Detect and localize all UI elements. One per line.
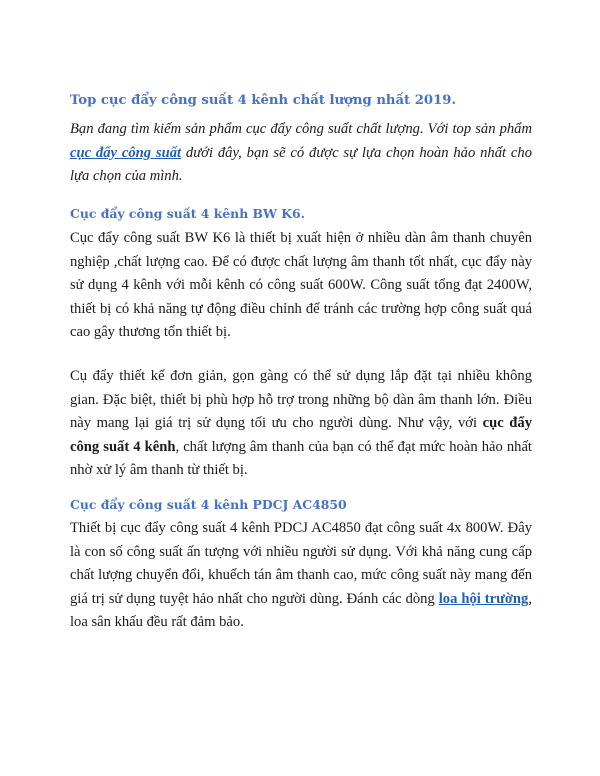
article-title: Top cục đẩy công suất 4 kênh chất lượng nhất 2019. (70, 93, 457, 108)
loa-hoi-truong-link[interactable]: loa hội trường (438, 590, 529, 607)
bw-k6-p2-bold: cục đẩy công suất 4 kênh (70, 415, 532, 455)
intro-text-before: Bạn đang tìm kiếm sản phẩm cục đẩy công suất chất lượng. Với top sản phẩm (70, 121, 532, 137)
bw-k6-p2-before: Cụ đẩy thiết kế đơn giản, gọn gàng có thể sử dụng lắp đặt tại nhiều không gian. Đặc biệt, thiết bị phù hợp hỗ trợ trong những bộ dàn âm thanh lớn. Điều này mang lại giá trị sử dụng tối ưu cho người dùng. Như vậy, với (70, 368, 532, 432)
pdcj-paragraph (70, 517, 532, 635)
bw-k6-paragraph-2 (70, 365, 532, 483)
section-heading-pdcj: Cục đẩy công suất 4 kênh PDCJ AC4850 (70, 497, 347, 512)
pdcj-p1-before: Thiết bị cục đẩy công suất 4 kênh PDCJ AC4850 đạt công suất 4x 800W. Đây là con số công suất ấn tượng với nhiều người sử dụng. Với khả năng cung cấp chất lượng chuyển đổi, khuếch tán âm thanh cao, mức công suất này mang đến giá trị sử dụng tuyệt hảo nhất cho người dùng. Đánh các dòng (70, 520, 532, 607)
intro-paragraph (70, 118, 532, 189)
intro-text-after: dưới đây, bạn sẽ có được sự lựa chọn hoàn hảo nhất cho lựa chọn của mình. (70, 144, 532, 185)
bw-k6-p2-after: , chất lượng âm thanh của bạn có thể đạt mức hoàn hảo nhất nhờ xử lý âm thanh từ thiết bị. (70, 438, 532, 479)
cuc-day-cong-suat-link[interactable]: cục đẩy công suất (70, 144, 182, 161)
section-heading-bw-k6: Cục đẩy công suất 4 kênh BW K6. (70, 206, 305, 221)
pdcj-p1-after: , loa sân khấu đều rất đảm bảo. (70, 590, 532, 631)
bw-k6-paragraph-1: Cục đẩy công suất BW K6 là thiết bị xuất hiện ở nhiều dàn âm thanh chuyên nghiệp ,chất lượng cao. Để có được chất lượng âm thanh tốt nhất, cục đẩy này sử dụng 4 kênh với mỗi kênh có công suất 600W. Công suất tổng đạt 2400W, thiết bị có khả năng tự động điều chỉnh để tránh các trường hợp công suất quá cao gây thương tổn thiết bị. (70, 230, 532, 341)
